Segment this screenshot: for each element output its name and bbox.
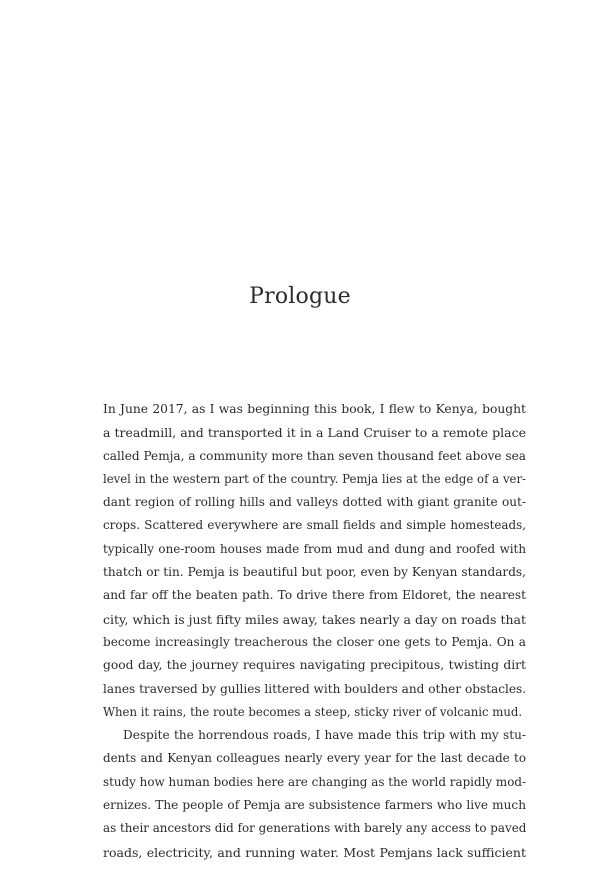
text-line: In June 2017, as I was beginning this book, I flew to Kenya, bought bbox=[103, 402, 526, 416]
text-line: typically one-room houses made from mud and dung and roofed with bbox=[103, 541, 526, 556]
text-line: as their ancestors did for generations with barely any access to paved bbox=[103, 821, 527, 836]
paragraph-1 bbox=[103, 398, 526, 724]
text-line: Despite the horrendous roads, I have made this trip with my stu- bbox=[123, 728, 526, 743]
body-text bbox=[103, 398, 526, 864]
text-line: study how human bodies here are changing as the world rapidly mod- bbox=[103, 774, 526, 789]
text-line: dents and Kenyan colleagues nearly every year for the last decade to bbox=[103, 751, 526, 766]
text-line: good day, the journey requires navigating precipitous, twisting dirt bbox=[103, 658, 526, 673]
text-line: dant region of rolling hills and valleys dotted with giant granite out- bbox=[103, 495, 526, 510]
text-line: roads, electricity, and running water. Most Pemjans lack sufficient bbox=[103, 844, 526, 860]
text-line: level in the western part of the country. Pemja lies at the edge of a ver- bbox=[103, 471, 526, 486]
text-line: city, which is just fifty miles away, takes nearly a day on roads that bbox=[103, 611, 526, 627]
text-line: and far off the beaten path. To drive there from Eldoret, the nearest bbox=[103, 588, 526, 603]
text-line: called Pemja, a community more than seven thousand feet above sea bbox=[103, 448, 527, 463]
text-line: a treadmill, and transported it in a Land Cruiser to a remote place bbox=[103, 425, 526, 441]
text-line: When it rains, the route becomes a steep, sticky river of volcanic mud. bbox=[103, 704, 523, 719]
text-line: ernizes. The people of Pemja are subsistence farmers who live much bbox=[103, 798, 526, 813]
text-line: become increasingly treacherous the closer one gets to Pemja. On a bbox=[103, 634, 526, 649]
text-line: crops. Scattered everywhere are small fields and simple homesteads, bbox=[103, 518, 526, 533]
paragraph-2 bbox=[103, 724, 526, 864]
text-line: lanes traversed by gullies littered with boulders and other obstacles. bbox=[103, 681, 527, 696]
text-line: thatch or tin. Pemja is beautiful but poor, even by Kenyan standards, bbox=[103, 565, 526, 580]
chapter-title: Prologue bbox=[249, 284, 351, 309]
